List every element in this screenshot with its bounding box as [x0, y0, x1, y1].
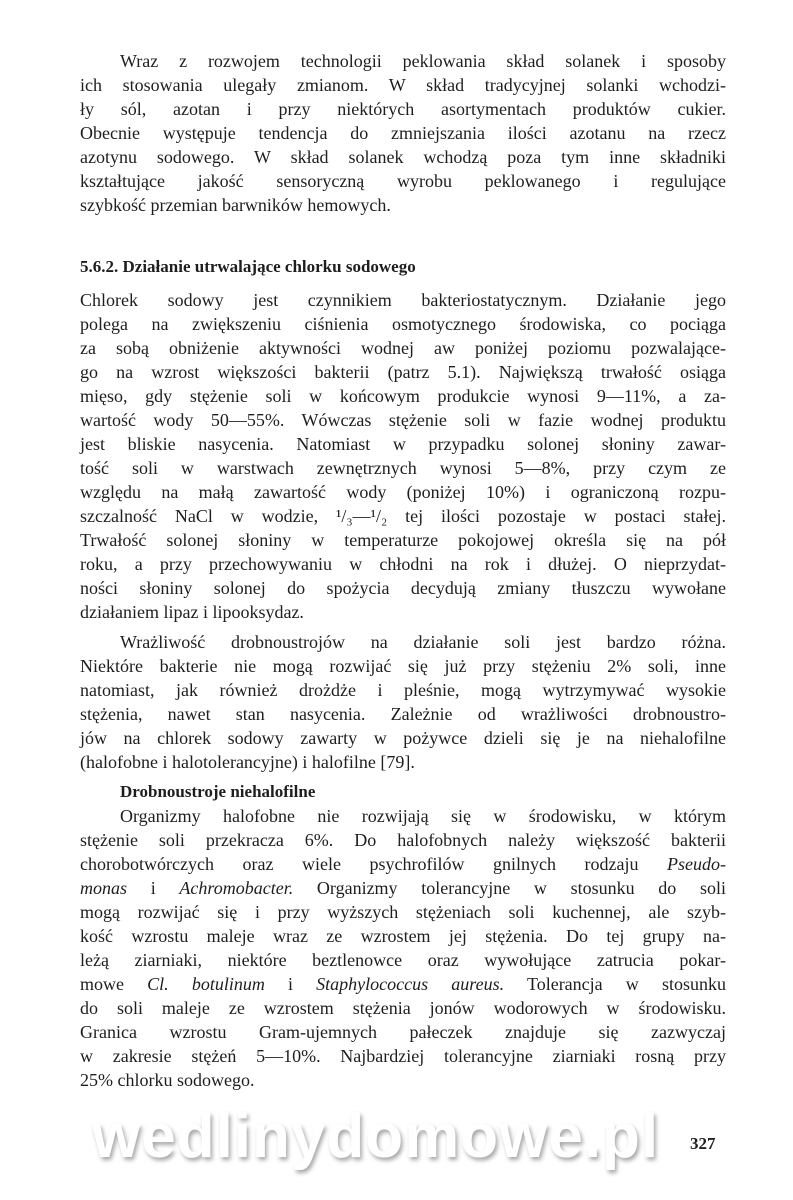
- italic-term: Pseudo-: [667, 854, 726, 874]
- paragraph-2: [80, 288, 726, 624]
- text-line: tość soli w warstwach zewnętrznych wynosi 5—8%, przy czym ze: [80, 458, 726, 478]
- text-segment: mowe: [80, 974, 148, 994]
- section-heading: 5.6.2. Działanie utrwalające chlorku sodowego: [80, 257, 416, 276]
- page-content: [80, 49, 726, 1092]
- text-line: do soli maleje ze wzrostem stężenia jonów wodorowych w środowisku.: [80, 998, 726, 1018]
- text-line: Chlorek sodowy jest czynnikiem bakteriostatycznym. Działanie jego: [80, 290, 726, 310]
- text-line: jest bliskie nasycenia. Natomiast w przypadku solonej słoniny zawar-: [80, 434, 726, 454]
- text-line: jów na chlorek sodowy zawarty w pożywce dzieli się je na niehalofilne: [80, 728, 726, 748]
- text-line: [80, 972, 726, 996]
- text-line: stężenie soli przekracza 6%. Do halofobnych należy większość bakterii: [80, 830, 726, 850]
- text-line: za sobą obniżenie aktywności wodnej aw poniżej poziomu pozwalające-: [80, 338, 726, 358]
- text-line: 25% chlorku sodowego.: [80, 1070, 255, 1090]
- text-line: względu na małą zawartość wody (poniżej 10%) i ograniczoną rozpu-: [80, 482, 726, 502]
- text-line: mogą rozwijać się i przy wyższych stężeniach soli kuchennej, ale szyb-: [80, 902, 726, 922]
- text-line: ności słoniny solonej do spożycia decydują zmiany tłuszczu wywołane: [80, 578, 726, 598]
- text-line: szybkość przemian barwników hemowych.: [80, 195, 391, 215]
- paragraph-4: [80, 804, 726, 1092]
- text-line: Niektóre bakterie nie mogą rozwijać się już przy stężeniu 2% soli, inne: [80, 656, 726, 676]
- italic-term: monas: [80, 878, 128, 898]
- text-line: azotynu sodowego. W skład solanek wchodzą poza tym inne składniki: [80, 147, 726, 167]
- text-line: Wrażliwość drobnoustrojów na działanie soli jest bardzo różna.: [120, 632, 726, 652]
- text-line: działaniem lipaz i lipooksydaz.: [80, 602, 304, 622]
- text-line: kość wzrostu maleje wraz ze wzrostem jej stężenia. Do tej grupy na-: [80, 926, 726, 946]
- text-segment: Tolerancja w stosunku: [504, 974, 726, 994]
- paragraph-1: [80, 49, 726, 217]
- italic-term: Staphylococcus aureus.: [316, 974, 505, 994]
- subheading: Drobnoustroje niehalofilne: [120, 782, 316, 801]
- text-segment: Organizmy tolerancyjne w stosunku do soli: [293, 878, 726, 898]
- text-line: leżą ziarniaki, niektóre beztlenowce oraz wywołujące zatrucia pokar-: [80, 950, 726, 970]
- text-line: ich stosowania ulegały zmianom. W skład tradycyjnej solanki wchodzi-: [80, 75, 726, 95]
- text-segment: i: [127, 878, 180, 898]
- text-line: ły sól, azotan i przy niektórych asortymentach produktów cukier.: [80, 99, 726, 119]
- text-line: natomiast, jak również drożdże i pleśnie, mogą wytrzymywać wysokie: [80, 680, 726, 700]
- watermark-logo: wedlinydomowe.pl: [92, 1102, 660, 1171]
- text-segment: chorobotwórczych oraz wiele psychrofilów gnilnych rodzaju: [80, 854, 668, 874]
- text-line: Granica wzrostu Gram-ujemnych pałeczek znajduje się zazwyczaj: [80, 1022, 726, 1042]
- italic-term: Achromobacter.: [179, 878, 294, 898]
- text-line: Trwałość solonej słoniny w temperaturze pokojowej określa się na pół: [80, 530, 726, 550]
- paragraph-3: [80, 630, 726, 774]
- text-line: polega na zwiększeniu ciśnienia osmotycznego środowiska, co pociąga: [80, 314, 726, 334]
- text-line: Obecnie występuje tendencja do zmniejszania ilości azotanu na rzecz: [80, 123, 726, 143]
- text-line: w zakresie stężeń 5—10%. Najbardziej tolerancyjne ziarniaki rosną przy: [80, 1046, 726, 1066]
- text-line: Wraz z rozwojem technologii peklowania skład solanek i sposoby: [120, 51, 726, 71]
- text-line: Organizmy halofobne nie rozwijają się w środowisku, w którym: [120, 806, 726, 826]
- text-line: kształtujące jakość sensoryczną wyrobu peklowanego i regulujące: [80, 171, 726, 191]
- text-line: stężenia, nawet stan nasycenia. Zależnie od wrażliwości drobnoustro-: [80, 704, 726, 724]
- text-line: wartość wody 50—55%. Wówczas stężenie soli w fazie wodnej produktu: [80, 410, 726, 430]
- text-line: [80, 876, 726, 900]
- text-line: roku, a przy przechowywaniu w chłodni na rok i dłużej. O nieprzydat-: [80, 554, 726, 574]
- italic-term: Cl. botulinum: [147, 974, 265, 994]
- text-line: go na wzrost większości bakterii (patrz 5.1). Największą trwałość osiąga: [80, 362, 726, 382]
- text-line: (halofobne i halotolerancyjne) i halofilne [79].: [80, 752, 415, 772]
- text-line: szczalność NaCl w wodzie, ¹/₃—¹/₂ tej ilości pozostaje w postaci stałej.: [80, 506, 726, 526]
- text-segment: i: [264, 974, 317, 994]
- text-line: [80, 852, 726, 876]
- page-number: 327: [690, 1134, 716, 1153]
- text-line: mięso, gdy stężenie soli w końcowym produkcie wynosi 9—11%, a za-: [80, 386, 726, 406]
